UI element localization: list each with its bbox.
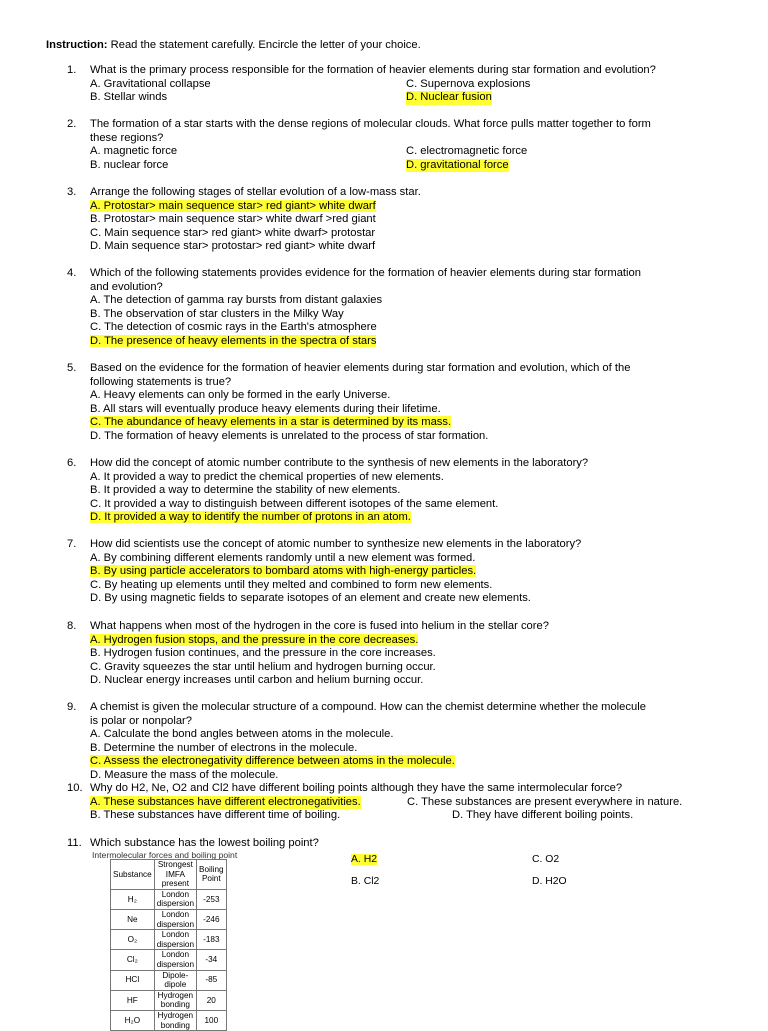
option-b[interactable]: B. Determine the number of electrons in the molecule.	[90, 741, 358, 754]
table-cell: Hydrogen bonding	[154, 1010, 196, 1030]
table-cell: O₂	[111, 930, 155, 950]
option-b-highlighted[interactable]: B. By using particle accelerators to bombard atoms with high-energy particles.	[90, 565, 477, 578]
question-number: 9.	[67, 701, 77, 713]
option-c-highlighted[interactable]: C. Assess the electronegativity difference between atoms in the molecule.	[90, 755, 455, 768]
option-d[interactable]: D. They have different boiling points.	[452, 809, 634, 822]
option-d-highlighted[interactable]: D. The presence of heavy elements in the spectra of stars	[90, 334, 377, 347]
question-stem: What happens when most of the hydrogen in the core is fused into helium in the stellar core?	[90, 620, 549, 632]
question-number: 2.	[67, 118, 77, 130]
q11-option-a-highlighted[interactable]: A. H2	[351, 854, 377, 865]
question-5	[67, 362, 737, 444]
boiling-point-table	[110, 859, 227, 1031]
question-number: 5.	[67, 362, 77, 374]
table-cell: Ne	[111, 909, 155, 929]
question-stem: Why do H2, Ne, O2 and Cl2 have different boiling points although they have the same intermolecular force?	[90, 782, 623, 794]
option-c[interactable]: C. It provided a way to distinguish between different isotopes of the same element.	[90, 497, 499, 510]
option-a-highlighted[interactable]: A. Hydrogen fusion stops, and the pressure in the core decreases.	[90, 633, 419, 646]
table-row	[111, 930, 227, 950]
table-header-row	[111, 860, 227, 890]
question-stem-cont: following statements is true?	[90, 375, 232, 388]
option-b[interactable]: B. nuclear force	[90, 158, 169, 171]
table-cell: -183	[197, 930, 227, 950]
table-row	[111, 909, 227, 929]
table-cell: London dispersion	[154, 889, 196, 909]
question-stem: How did the concept of atomic number contribute to the synthesis of new elements in the laboratory?	[90, 457, 589, 469]
table-cell: HCl	[111, 970, 155, 990]
question-number: 3.	[67, 186, 77, 198]
question-stem: A chemist is given the molecular structure of a compound. How can the chemist determine whether the molecule	[90, 701, 646, 713]
option-d[interactable]: D. Nuclear energy increases until carbon and helium burning occur.	[90, 674, 424, 687]
table-cell: -246	[197, 909, 227, 929]
question-stem: Which of the following statements provides evidence for the formation of heavier elements during star formation	[90, 267, 641, 279]
option-b[interactable]: B. These substances have different time of boiling.	[90, 809, 341, 822]
question-number: 11.	[67, 837, 82, 849]
table-cell: London dispersion	[154, 909, 196, 929]
table-row	[111, 950, 227, 970]
option-c-highlighted[interactable]: C. The abundance of heavy elements in a star is determined by its mass.	[90, 416, 452, 429]
option-d[interactable]: D. Measure the mass of the molecule.	[90, 768, 279, 781]
option-d[interactable]: D. The formation of heavy elements is unrelated to the process of star formation.	[90, 429, 489, 442]
table-cell: -34	[197, 950, 227, 970]
question-10	[67, 782, 737, 823]
option-a[interactable]: A. magnetic force	[90, 145, 178, 158]
question-stem: Arrange the following stages of stellar evolution of a low-mass star.	[90, 186, 421, 198]
option-a[interactable]: A. It provided a way to predict the chemical properties of new elements.	[90, 470, 444, 483]
table-row	[111, 970, 227, 990]
instruction	[46, 38, 421, 52]
option-d[interactable]: D. By using magnetic fields to separate isotopes of an element and create new elements.	[90, 592, 531, 605]
option-a-highlighted[interactable]: A. Protostar> main sequence star> red giant> white dwarf	[90, 199, 376, 212]
header-boiling-point: Boiling Point	[197, 860, 227, 890]
question-stem: What is the primary process responsible for the formation of heavier elements during star formation and evolution?	[90, 64, 656, 76]
option-a[interactable]: A. Calculate the bond angles between atoms in the molecule.	[90, 728, 394, 741]
question-4	[67, 267, 737, 349]
table-cell: Dipole-dipole	[154, 970, 196, 990]
table-cell: Hydrogen bonding	[154, 990, 196, 1010]
option-a[interactable]: A. The detection of gamma ray bursts from distant galaxies	[90, 294, 383, 307]
option-a[interactable]: A. By combining different elements randomly until a new element was formed.	[90, 551, 476, 564]
option-b[interactable]: B. Hydrogen fusion continues, and the pressure in the core increases.	[90, 647, 436, 660]
option-d-highlighted[interactable]: D. It provided a way to identify the number of protons in an atom.	[90, 511, 411, 524]
table-row	[111, 889, 227, 909]
table-cell: 100	[197, 1010, 227, 1030]
option-c[interactable]: C. electromagnetic force	[406, 145, 528, 158]
question-7	[67, 538, 737, 606]
option-c[interactable]: C. These substances are present everywhere in nature.	[407, 795, 683, 808]
table-cell: 20	[197, 990, 227, 1010]
table-cell: Cl₂	[111, 950, 155, 970]
header-imfa: Strongest IMFA present	[154, 860, 196, 890]
option-c[interactable]: C. Supernova explosions	[406, 77, 531, 90]
option-d-highlighted[interactable]: D. Nuclear fusion	[406, 91, 492, 104]
question-1	[67, 64, 737, 105]
q11-option-b[interactable]: B. Cl2	[351, 876, 380, 887]
table-cell: H₂	[111, 889, 155, 909]
question-stem: How did scientists use the concept of atomic number to synthesize new elements in the laboratory?	[90, 538, 582, 550]
question-9	[67, 701, 737, 783]
option-c[interactable]: C. Main sequence star> red giant> white dwarf> protostar	[90, 226, 376, 239]
option-a[interactable]: A. Heavy elements can only be formed in the early Universe.	[90, 389, 391, 402]
question-number: 7.	[67, 538, 77, 550]
option-c[interactable]: C. Gravity squeezes the star until helium and hydrogen burning occur.	[90, 660, 436, 673]
table-cell: -253	[197, 889, 227, 909]
question-number: 6.	[67, 457, 77, 469]
table-cell: HF	[111, 990, 155, 1010]
question-number: 8.	[67, 620, 77, 632]
option-a-highlighted[interactable]: A. These substances have different electronegativities.	[90, 795, 361, 808]
table-cell: H₂O	[111, 1010, 155, 1030]
question-stem: Which substance has the lowest boiling point?	[90, 837, 319, 849]
q11-option-d[interactable]: D. H2O	[532, 876, 567, 887]
question-stem: The formation of a star starts with the dense regions of molecular clouds. What force pulls matter together to form	[90, 118, 651, 130]
option-d-highlighted[interactable]: D. gravitational force	[406, 158, 509, 171]
question-number: 4.	[67, 267, 77, 279]
option-b[interactable]: B. All stars will eventually produce heavy elements during their lifetime.	[90, 402, 441, 415]
option-c[interactable]: C. By heating up elements until they melted and combined to form new elements.	[90, 578, 493, 591]
table-caption: Intermolecular forces and boiling point	[92, 850, 238, 860]
q11-option-c[interactable]: C. O2	[532, 854, 560, 865]
option-b[interactable]: B. Stellar winds	[90, 91, 168, 104]
table-cell: -85	[197, 970, 227, 990]
option-d[interactable]: D. Main sequence star> protostar> red giant> white dwarf	[90, 240, 376, 253]
question-stem-cont: and evolution?	[90, 280, 163, 293]
question-stem: Based on the evidence for the formation of heavier elements during star formation and evolution, which of the	[90, 362, 631, 374]
question-number: 10.	[67, 782, 83, 794]
question-2	[67, 118, 737, 172]
question-stem-cont: is polar or nonpolar?	[90, 714, 192, 727]
table-row	[111, 1010, 227, 1030]
header-substance: Substance	[111, 860, 155, 890]
table-cell: London dispersion	[154, 930, 196, 950]
question-11	[67, 837, 737, 851]
question-3	[67, 186, 737, 254]
question-stem-cont: these regions?	[90, 131, 164, 144]
table-cell: London dispersion	[154, 950, 196, 970]
question-8	[67, 620, 737, 688]
option-c[interactable]: C. The detection of cosmic rays in the Earth's atmosphere	[90, 321, 377, 334]
instruction-label: Instruction:	[46, 39, 108, 51]
table-row	[111, 990, 227, 1010]
option-b[interactable]: B. It provided a way to determine the stability of new elements.	[90, 484, 401, 497]
instruction-text: Read the statement carefully. Encircle the letter of your choice.	[107, 39, 421, 51]
option-b[interactable]: B. The observation of star clusters in the Milky Way	[90, 307, 344, 320]
option-b[interactable]: B. Protostar> main sequence star> white dwarf >red giant	[90, 213, 376, 226]
question-number: 1.	[67, 64, 77, 76]
question-6	[67, 457, 737, 525]
option-a[interactable]: A. Gravitational collapse	[90, 77, 211, 90]
